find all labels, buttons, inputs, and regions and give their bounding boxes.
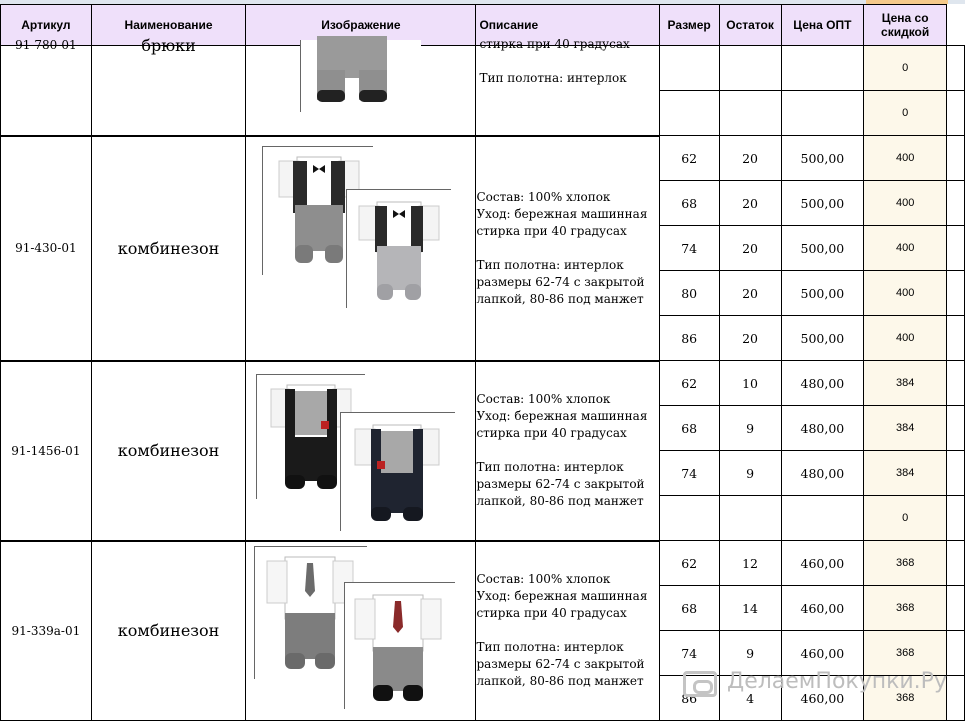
description-cell[interactable] <box>476 361 659 541</box>
stock-cell[interactable]: 4 <box>719 676 781 721</box>
product-photo <box>340 412 455 531</box>
discount-cell[interactable]: 0 <box>864 46 947 91</box>
price-cell[interactable]: 480,00 <box>781 406 864 451</box>
price-cell[interactable]: 480,00 <box>781 361 864 406</box>
stock-cell[interactable]: 9 <box>719 451 781 496</box>
price-cell[interactable]: 460,00 <box>781 631 864 676</box>
size-cell[interactable]: 74 <box>659 451 719 496</box>
stock-cell[interactable]: 9 <box>719 631 781 676</box>
watermark-text: ДелаемПокупки.Ру <box>727 669 947 694</box>
article-cell[interactable] <box>1 38 92 136</box>
price-cell[interactable]: 500,00 <box>781 226 864 271</box>
stock-cell[interactable]: 20 <box>719 226 781 271</box>
empty-cell <box>947 316 965 361</box>
header-price-wholesale[interactable]: Цена ОПТ <box>781 5 864 46</box>
discount-cell[interactable]: 368 <box>864 676 947 721</box>
price-cell[interactable]: 500,00 <box>781 181 864 226</box>
size-cell[interactable]: 74 <box>659 631 719 676</box>
size-cell[interactable]: 68 <box>659 586 719 631</box>
price-cell[interactable]: 480,00 <box>781 451 864 496</box>
stock-cell[interactable]: 20 <box>719 136 781 181</box>
price-cell[interactable] <box>781 91 864 136</box>
discount-cell[interactable]: 368 <box>864 586 947 631</box>
description-line: Тип полотна: интерлок <box>476 257 624 272</box>
size-cell[interactable]: 68 <box>659 406 719 451</box>
discount-cell[interactable]: 384 <box>864 361 947 406</box>
size-cell[interactable]: 74 <box>659 226 719 271</box>
empty-cell <box>947 586 965 631</box>
description-line: Тип полотна: интерлок <box>479 71 627 85</box>
shopping-logo-icon <box>683 671 717 697</box>
price-cell[interactable]: 500,00 <box>781 136 864 181</box>
size-cell[interactable] <box>659 46 719 91</box>
size-cell[interactable]: 62 <box>659 541 719 586</box>
stock-cell[interactable]: 12 <box>719 541 781 586</box>
empty-cell <box>947 271 965 316</box>
article-cell[interactable]: 91-339а-01 <box>1 541 92 721</box>
header-discount-line2: скидкой <box>881 25 930 39</box>
stock-cell[interactable]: 20 <box>719 271 781 316</box>
description-line: Уход: бережная машинная <box>476 589 648 604</box>
description-line: Тип полотна: интерлок <box>476 460 624 474</box>
size-cell[interactable]: 68 <box>659 181 719 226</box>
header-empty <box>947 5 965 46</box>
header-discount-line1: Цена со <box>881 11 929 25</box>
description-line: размеры 62-74 с закрытой <box>476 657 645 672</box>
article-text: 91-780-01 <box>15 38 77 53</box>
discount-cell[interactable]: 400 <box>864 181 947 226</box>
description-line: Уход: бережная машинная <box>476 206 648 221</box>
name-cell[interactable]: комбинезон <box>91 136 246 361</box>
image-cell[interactable] <box>246 46 476 136</box>
description-cell[interactable] <box>476 541 659 721</box>
size-cell[interactable]: 86 <box>659 676 719 721</box>
table-row[interactable] <box>1 46 965 91</box>
tuxedo-romper-icon <box>347 190 451 308</box>
description-line: лапкой, 80-86 под манжет <box>476 291 644 306</box>
size-cell[interactable]: 62 <box>659 361 719 406</box>
empty-cell <box>947 406 965 451</box>
empty-cell <box>947 226 965 271</box>
description-line: размеры 62-74 с закрытой <box>476 274 645 289</box>
empty-cell <box>947 136 965 181</box>
price-table <box>0 4 965 721</box>
description-line: Тип полотна: интерлок <box>476 640 624 655</box>
description-line: размеры 62-74 с закрытой <box>476 477 645 491</box>
price-cell[interactable] <box>781 46 864 91</box>
empty-cell <box>947 46 965 91</box>
shirt-tie-romper-icon <box>345 583 455 709</box>
price-cell[interactable]: 500,00 <box>781 271 864 316</box>
description-line: Состав: 100% хлопок <box>476 572 611 587</box>
discount-cell[interactable]: 0 <box>864 91 947 136</box>
description-cell[interactable] <box>476 37 659 136</box>
name-cell[interactable] <box>91 36 246 136</box>
name-cell[interactable]: комбинезон <box>91 361 246 541</box>
empty-cell <box>947 451 965 496</box>
header-stock[interactable]: Остаток <box>719 5 781 46</box>
vest-romper-icon <box>341 413 455 531</box>
stock-cell[interactable]: 20 <box>719 316 781 361</box>
empty-cell <box>947 541 965 586</box>
discount-cell[interactable]: 400 <box>864 271 947 316</box>
product-photo <box>346 189 451 308</box>
discount-cell[interactable]: 0 <box>864 496 947 541</box>
size-cell[interactable] <box>659 91 719 136</box>
stock-cell[interactable]: 20 <box>719 181 781 226</box>
price-cell[interactable]: 460,00 <box>781 541 864 586</box>
header-size[interactable]: Размер <box>659 5 719 46</box>
size-cell[interactable] <box>659 496 719 541</box>
header-name[interactable]: Наименование <box>91 5 246 46</box>
discount-cell[interactable]: 368 <box>864 541 947 586</box>
size-cell[interactable]: 86 <box>659 316 719 361</box>
header-article[interactable]: Артикул <box>1 5 92 46</box>
table-row[interactable] <box>1 361 965 406</box>
description-line: стирка при 40 градусах <box>479 37 630 51</box>
product-photo <box>300 40 421 112</box>
description-line: лапкой, 80-86 под манжет <box>476 494 644 508</box>
discount-cell[interactable]: 384 <box>864 451 947 496</box>
discount-cell[interactable]: 368 <box>864 631 947 676</box>
table-row[interactable] <box>1 136 965 181</box>
empty-cell <box>947 91 965 136</box>
description-line: стирка при 40 градусах <box>476 426 627 440</box>
image-cell[interactable] <box>246 361 476 541</box>
empty-cell <box>947 361 965 406</box>
table-row[interactable] <box>1 541 965 586</box>
size-cell[interactable]: 62 <box>659 136 719 181</box>
stock-cell[interactable] <box>719 91 781 136</box>
description-line: стирка при 40 градусах <box>476 223 627 238</box>
article-cell[interactable]: 91-1456-01 <box>1 361 92 541</box>
name-text: брюки <box>141 36 196 56</box>
description-line: Состав: 100% хлопок <box>476 392 611 406</box>
header-price-discount[interactable] <box>864 5 947 46</box>
article-cell[interactable]: 91-430-01 <box>1 136 92 361</box>
image-cell[interactable] <box>246 136 476 361</box>
description-cell[interactable] <box>476 136 659 361</box>
trousers-icon <box>301 40 421 112</box>
description-line: Состав: 100% хлопок <box>476 189 611 204</box>
discount-cell[interactable]: 400 <box>864 316 947 361</box>
site-watermark <box>683 669 953 703</box>
stock-cell[interactable]: 14 <box>719 586 781 631</box>
stock-cell[interactable]: 9 <box>719 406 781 451</box>
empty-cell <box>947 496 965 541</box>
product-photo <box>344 582 455 709</box>
header-image[interactable]: Изображение <box>246 5 476 46</box>
discount-cell[interactable]: 400 <box>864 136 947 181</box>
price-cell[interactable]: 460,00 <box>781 586 864 631</box>
stock-cell[interactable]: 10 <box>719 361 781 406</box>
header-description[interactable]: Описание <box>476 5 659 46</box>
price-cell[interactable]: 460,00 <box>781 676 864 721</box>
price-cell[interactable]: 500,00 <box>781 316 864 361</box>
stock-cell[interactable] <box>719 46 781 91</box>
discount-cell[interactable]: 400 <box>864 226 947 271</box>
stock-cell[interactable] <box>719 496 781 541</box>
description-line: лапкой, 80-86 под манжет <box>476 674 644 689</box>
empty-cell <box>947 181 965 226</box>
size-cell[interactable]: 80 <box>659 271 719 316</box>
description-line: стирка при 40 градусах <box>476 606 627 621</box>
price-cell[interactable] <box>781 496 864 541</box>
discount-cell[interactable]: 384 <box>864 406 947 451</box>
description-line: Уход: бережная машинная <box>476 409 648 423</box>
image-cell[interactable] <box>246 541 476 721</box>
name-cell[interactable]: комбинезон <box>91 541 246 721</box>
